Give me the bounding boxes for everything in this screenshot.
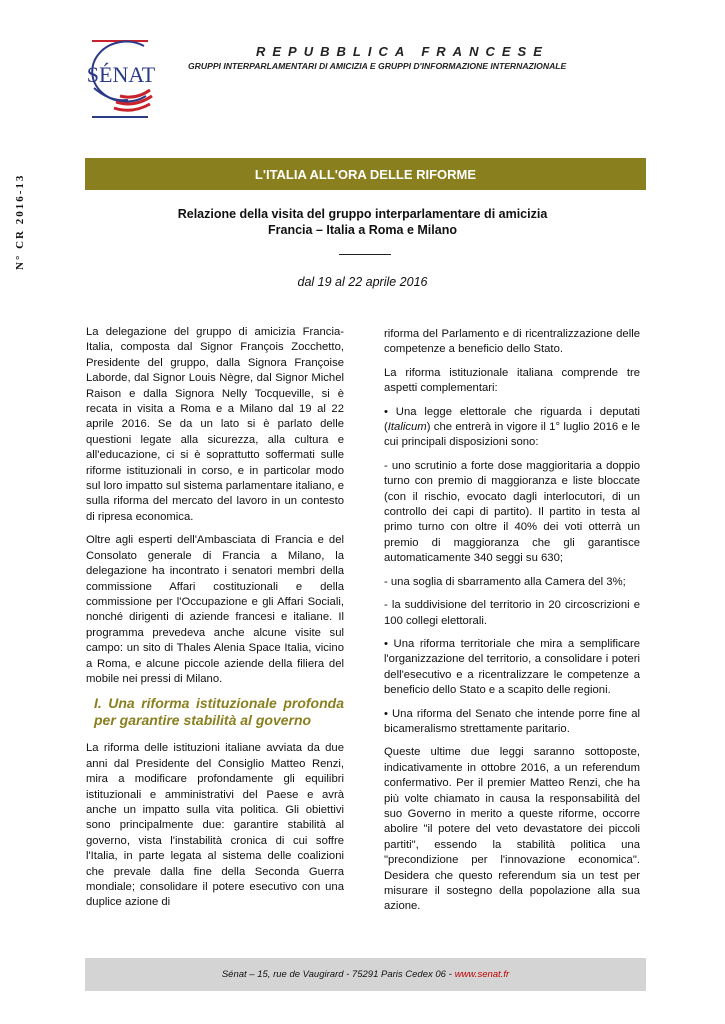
paragraph-referendum: Queste ultime due leggi saranno sottoposte, indicativamente in ottobre 2016, a un referendum confermativo. Per il premier Matteo Renzi, che ha più volte chiamato in causa la responsabilità del suo Governo in merito a queste riforme, occorre abolire "il potere del veto devastatore dei piccoli partiti", essendo la stabilità politica una "precondizione per l'innovazione economica". Desidera che questo referendum sia un test per misurare il sostegno della popolazione alla sua azione. bbox=[384, 746, 640, 913]
paragraph-electoral-law bbox=[384, 405, 640, 451]
republic-title: REPUBBLICA FRANCESE bbox=[256, 44, 549, 59]
footer bbox=[85, 958, 646, 991]
paragraph-delegation: La delegazione del gruppo di amicizia Francia-Italia, composta dal Signor François Zocchetto, Presidente del gruppo, dalla Signora Françoise Laborde, dal Signor Louis Nègre, dal Signor Michel Raison e dalla Signora Nelly Tocqueville, si è recata in visita a Roma e a Milano dal 19 al 22 aprile 2016. Se da un lato si è parlato delle questioni legate alla sicurezza, alla cultura e all'educazione, ci si è soprattutto soffermati sulle riforme istituzionali in corso, e in particolar modo sul loro impatto sul sistema parlamentare italiano, e sulla riforma del mercato del lavoro in un contesto di ripresa economica. bbox=[86, 326, 344, 523]
electoral-law-text-after: ) che entrerà in vigore il 1° luglio 2016 e le cui principali disposizioni sono: bbox=[384, 421, 640, 449]
paragraph-constituencies: - la suddivisione del territorio in 20 circoscrizioni e 100 collegi elettorali. bbox=[384, 599, 640, 627]
paragraph-majority-vote: - uno scrutinio a forte dose maggioritaria a doppio turno con premio di maggioranza e liste bloccate (con il rischio, evocato dagli interlocutori, di un controllo dei capi di partito). Il partito in testa al primo turno con oltre il 40% dei voti otterrà un premio di maggioranza che gli garantisce automaticamente 340 seggi su 630; bbox=[384, 459, 640, 565]
left-column bbox=[86, 325, 344, 919]
paragraph-reform: La riforma delle istituzioni italiane avviata da due anni dal Presidente del Consiglio Matteo Renzi, mira a modificare profondamente gli equilibri istituzionali e amministrativi del Paese e avrà anche un impatto sulla vita politica. Gli obiettivi sono principalmente due: garantire stabilità al governo, vista l'instabilità cronica di cui soffre l'Italia, in parte legata al sistema delle coalizioni che prevale dalla fine della Seconda Guerra mondiale; consolidare il potere esecutivo con una duplice azione di bbox=[86, 742, 344, 909]
groups-subtitle: GRUPPI INTERPARLAMENTARI DI AMICIZIA E GRUPPI D'INFORMAZIONE INTERNAZIONALE bbox=[188, 61, 567, 71]
paragraph-senate-reform: • Una riforma del Senato che intende porre fine al bicameralismo strettamente paritario. bbox=[384, 707, 640, 735]
footer-address: Sénat – 15, rue de Vaugirard - 75291 Paris Cedex 06 - bbox=[221, 969, 452, 980]
senat-logo-icon bbox=[80, 38, 162, 120]
title-divider bbox=[339, 254, 391, 255]
paragraph-threshold: - una soglia di sbarramento alla Camera del 3%; bbox=[384, 575, 626, 588]
document-number: N° CR 2016-13 bbox=[14, 173, 26, 270]
report-title-line-2: Francia – Italia a Roma e Milano bbox=[268, 223, 457, 237]
section-heading: I. Una riforma istituzionale profonda per garantire stabilità al governo bbox=[94, 695, 344, 729]
paragraph-meetings: Oltre agli esperti dell'Ambasciata di Francia e del Consolato generale di Francia a Milano, la delegazione ha incontrato i senatori membri della commissione Affari costituzionali e della commissione per l'Occupazione e gli Affari Sociali, nonché dirigenti di aziende francesi e italiane. Il programma prevedeva anche alcune visite sul campo: un sito di Thales Alenia Space Italia, vicino a Roma, e alcune piccole aziende della filiera del mobile nei pressi di Milano. bbox=[86, 534, 344, 685]
paragraph-territorial-reform: • Una riforma territoriale che mira a semplificare l'organizzazione del territorio, a consolidare i poteri dell'esecutivo e a ricentralizzare le competenze a beneficio dello Stato e a scapito delle regioni. bbox=[384, 637, 640, 697]
paragraph-continuation: riforma del Parlamento e di ricentralizzazione delle competenze a beneficio dello Stato. bbox=[384, 328, 640, 356]
visit-date: dal 19 al 22 aprile 2016 bbox=[297, 275, 428, 289]
italicum-term: Italicum bbox=[387, 421, 427, 434]
senat-logo bbox=[80, 38, 162, 120]
right-column bbox=[384, 327, 640, 923]
banner-title: L'ITALIA ALL'ORA DELLE RIFORME bbox=[254, 166, 477, 182]
logo-text: SÉNAT bbox=[86, 62, 156, 87]
report-title-line-1: Relazione della visita del gruppo interparlamentare di amicizia bbox=[177, 207, 548, 221]
footer-website-link[interactable]: www.senat.fr bbox=[454, 969, 510, 980]
electoral-law-text-before: • Una legge elettorale che riguarda i deputati ( bbox=[384, 405, 640, 434]
title-banner bbox=[85, 158, 646, 190]
paragraph-aspects: La riforma istituzionale italiana comprende tre aspetti complementari: bbox=[384, 366, 640, 395]
report-title bbox=[85, 206, 640, 238]
